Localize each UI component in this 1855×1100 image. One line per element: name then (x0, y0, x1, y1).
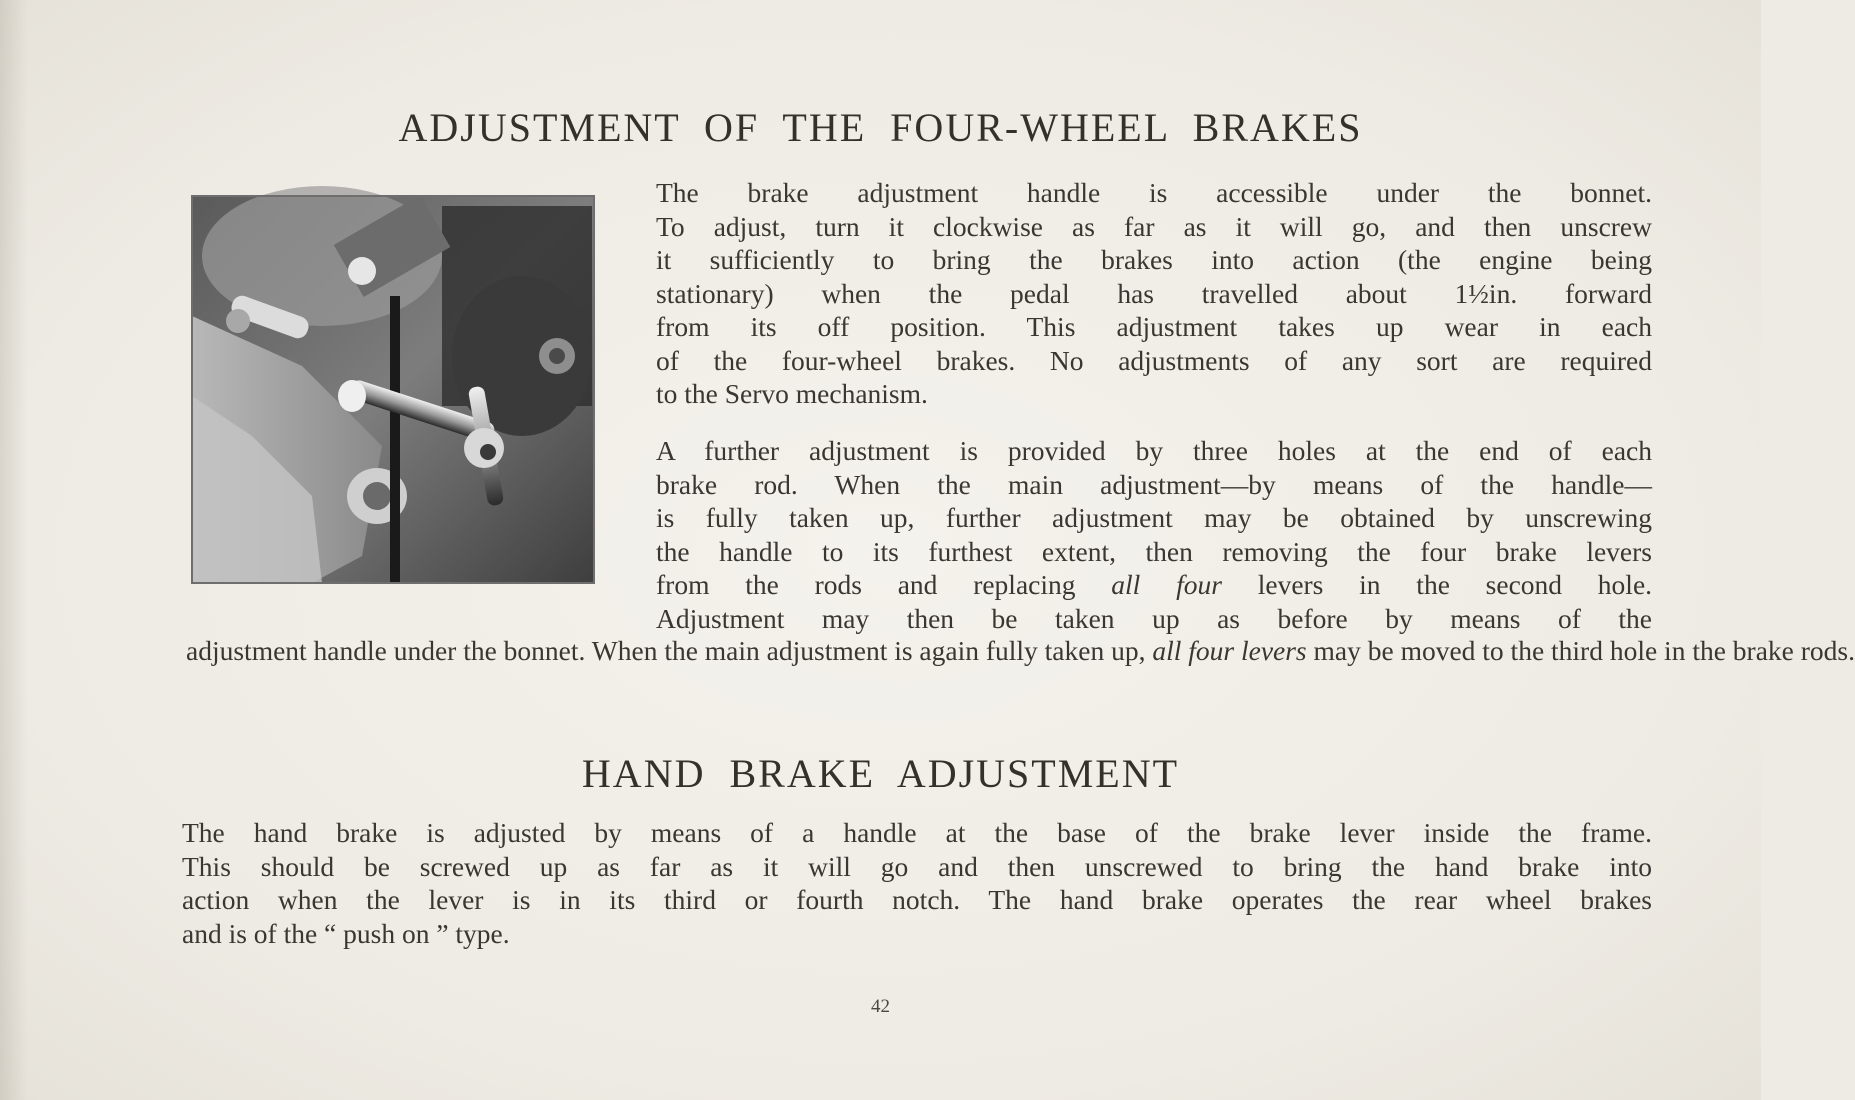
four-wheel-brakes-paragraph-2 (656, 434, 1652, 635)
four-wheel-brakes-paragraph-1 (656, 176, 1652, 411)
hand-brake-paragraph (182, 816, 1652, 950)
emphasis-all-four-levers: all four levers (1152, 635, 1307, 666)
text-segment: may be moved to the third hole in the brake rods. (1313, 635, 1855, 666)
text-segment: from the rods and replacing (656, 569, 1076, 600)
section-title-four-wheel-brakes: ADJUSTMENT OF THE FOUR-WHEEL BRAKES (398, 105, 1363, 150)
text-line: Adjustment may then be taken up as before by means of the (656, 602, 1652, 634)
text-line: is fully taken up, further adjustment may be obtained by unscrewing (656, 502, 1652, 533)
text-segment: adjustment handle under the bonnet. When the main adjustment is again fully taken up, (186, 635, 1146, 666)
four-wheel-brakes-paragraph-2-continued (186, 634, 1855, 668)
text-line: stationary) when the pedal has travelled about 1½in. forward (656, 277, 1652, 309)
text-line: and is of the “ push on ” type. (182, 917, 510, 949)
section-title-hand-brake: HAND BRAKE ADJUSTMENT (581, 751, 1180, 796)
text-line: to the Servo mechanism. (656, 378, 928, 409)
emphasis-all-four: all four (1111, 569, 1222, 600)
text-line: the handle to its furthest extent, then removing the four brake levers (656, 535, 1652, 567)
text-line: This should be screwed up as far as it will go and then unscrewed to bring the hand brake into (182, 850, 1652, 882)
text-line: To adjust, turn it clockwise as far as it will go, and then unscrew (656, 210, 1652, 242)
text-line: The hand brake is adjusted by means of a handle at the base of the brake lever inside the frame. (182, 817, 1652, 848)
page-number: 42 (871, 996, 890, 1017)
text-line: from its off position. This adjustment takes up wear in each (656, 311, 1652, 342)
brake-adjustment-handle-photo (192, 196, 594, 583)
text-line: brake rod. When the main adjustment—by means of the handle— (656, 468, 1652, 500)
text-line-with-emphasis (656, 568, 1652, 602)
text-line: A further adjustment is provided by three holes at the end of each (656, 435, 1652, 466)
text-segment: levers in the second hole. (1257, 569, 1653, 600)
text-line: of the four-wheel brakes. No adjustments of any sort are required (656, 344, 1652, 376)
text-line: The brake adjustment handle is accessible under the bonnet. (656, 177, 1652, 208)
text-line: action when the lever is in its third or fourth notch. The hand brake operates the rear wheel brakes (182, 884, 1652, 915)
text-line: it sufficiently to bring the brakes into action (the engine being (656, 244, 1652, 275)
text-line-with-emphasis (186, 634, 1855, 668)
